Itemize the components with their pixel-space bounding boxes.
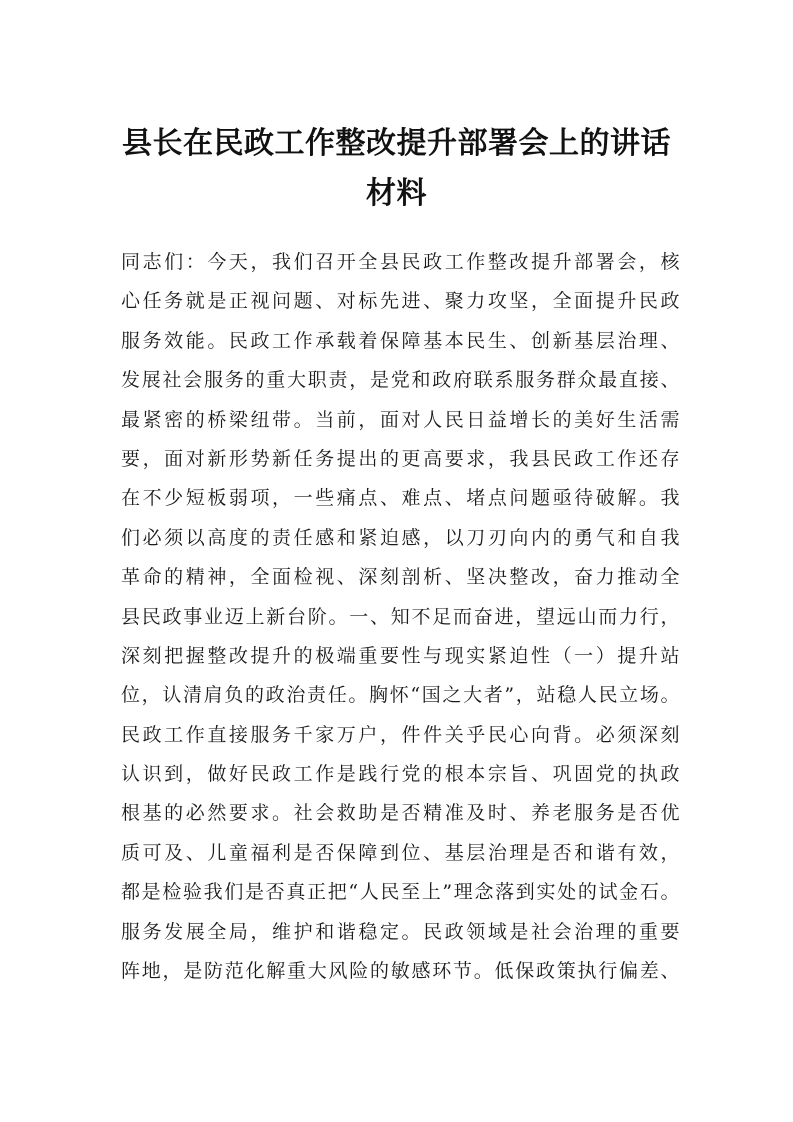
document-body (121, 243, 681, 991)
body-line: 在不少短板弱项，一些痛点、难点、堵点问题亟待破解。我 (121, 487, 681, 510)
body-line: 革命的精神，全面检视、深刻剖析、坚决整改，奋力推动全 (121, 566, 681, 589)
body-line: 要，面对新形势新任务提出的更高要求，我县民政工作还存 (121, 447, 681, 470)
body-line: 们必须以高度的责任感和紧迫感，以刀刃向内的勇气和自我 (121, 526, 681, 549)
body-line: 心任务就是正视问题、对标先进、聚力攻坚，全面提升民政 (121, 290, 681, 313)
body-line: 认识到，做好民政工作是践行党的根本宗旨、巩固党的执政 (121, 763, 681, 786)
document-title-line-1: 县长在民政工作整改提升部署会上的讲话 (122, 126, 671, 161)
body-line: 深刻把握整改提升的极端重要性与现实紧迫性（一）提升站 (121, 644, 681, 667)
body-line: 都是检验我们是否真正把“人民至上”理念落到实处的试金石。 (121, 881, 681, 904)
body-line: 位，认清肩负的政治责任。胸怀“国之大者”，站稳人民立场。 (121, 684, 681, 707)
body-line: 县民政事业迈上新台阶。一、知不足而奋进，望远山而力行， (121, 605, 681, 628)
body-line: 根基的必然要求。社会救助是否精准及时、养老服务是否优 (121, 802, 681, 825)
body-line: 质可及、儿童福利是否保障到位、基层治理是否和谐有效， (121, 841, 681, 864)
document-title-line-2: 材料 (366, 176, 427, 211)
body-line: 同志们：今天，我们召开全县民政工作整改提升部署会，核 (121, 251, 681, 273)
body-line: 发展社会服务的重大职责，是党和政府联系服务群众最直接、 (121, 369, 681, 392)
body-line: 民政工作直接服务千家万户，件件关乎民心向背。必须深刻 (121, 723, 681, 746)
body-line: 服务效能。民政工作承载着保障基本民生、创新基层治理、 (121, 329, 681, 352)
body-line: 阵地，是防范化解重大风险的敏感环节。低保政策执行偏差、 (121, 960, 681, 983)
body-line: 最紧密的桥梁纽带。当前，面对人民日益增长的美好生活需 (121, 408, 681, 431)
body-line: 服务发展全局，维护和谐稳定。民政领域是社会治理的重要 (121, 920, 681, 943)
